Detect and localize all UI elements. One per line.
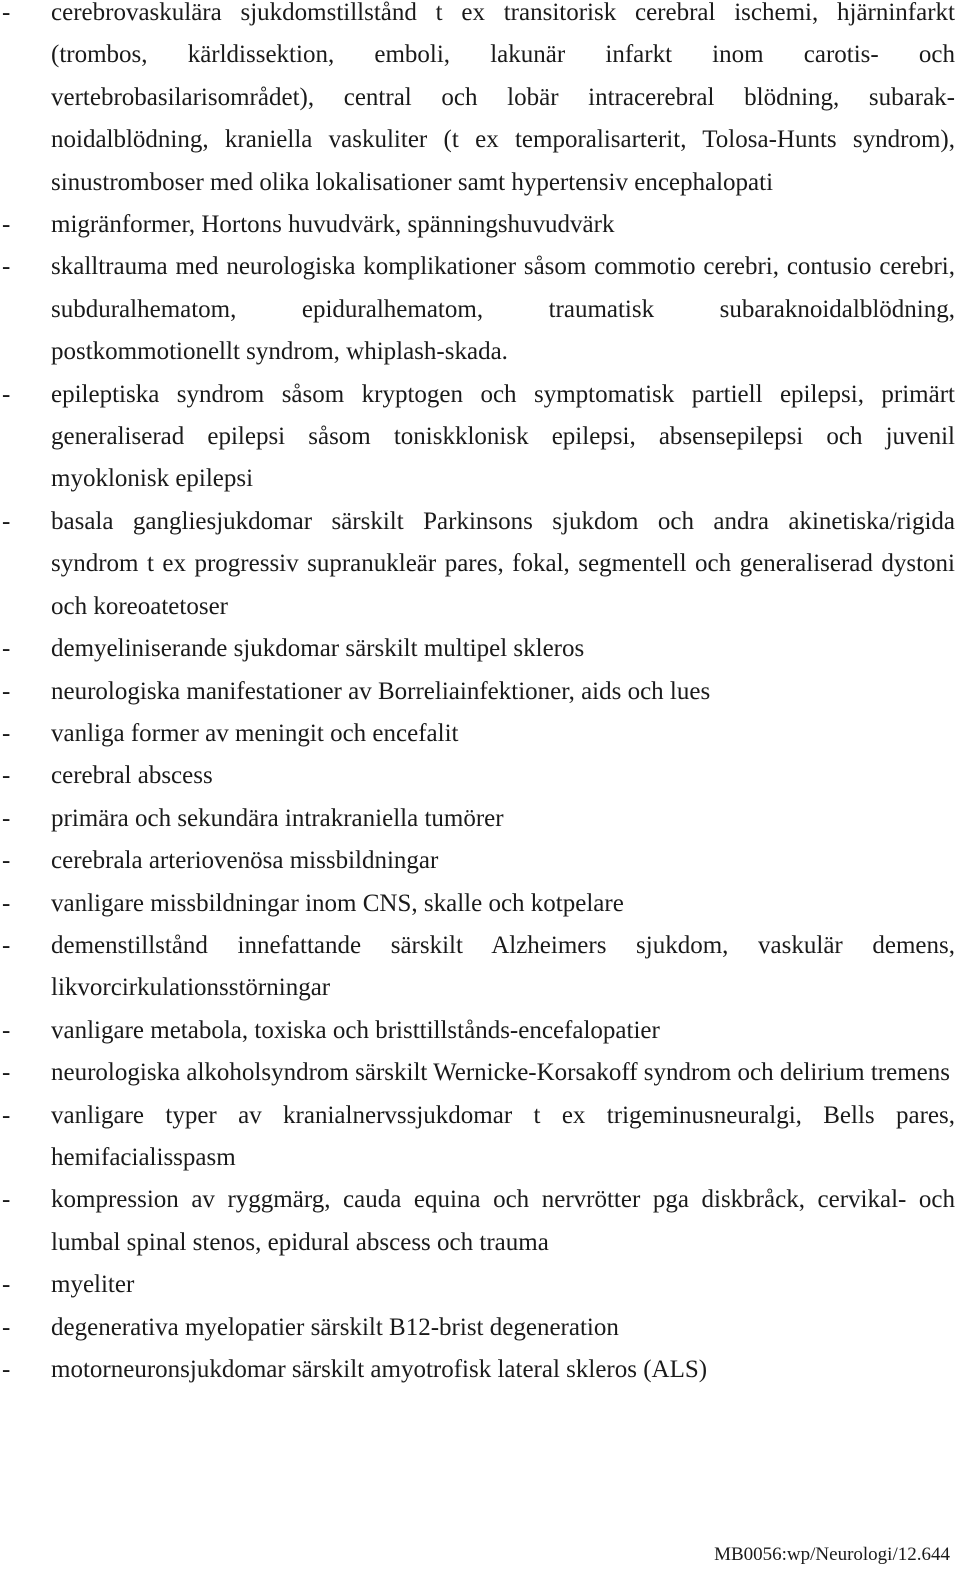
list-item-text: vanligare missbildningar inom CNS, skalle och kotpelare bbox=[51, 889, 624, 917]
list-dash: - bbox=[2, 677, 11, 705]
list-dash: - bbox=[2, 635, 11, 663]
list-dash: - bbox=[2, 1016, 11, 1044]
list-item-text: demenstillstånd innefattande särskilt Alzheimers sjukdom, vaskulär demens, likvorcirkulationsstörningar bbox=[51, 931, 955, 1002]
document-reference: MB0056:wp/Neurologi/12.644 bbox=[714, 1544, 950, 1565]
list-item-text: vanligare typer av kranialnervssjukdomar t ex trigeminusneuralgi, Bells pares, hemifacialisspasm bbox=[51, 1101, 955, 1171]
list-item-text: neurologiska manifestationer av Borreliainfektioner, aids och lues bbox=[51, 677, 711, 705]
list-item-text: neurologiska alkoholsyndrom särskilt Wernicke-Korsakoff syndrom och delirium tremens bbox=[51, 1059, 950, 1087]
list-item bbox=[0, 1349, 955, 1391]
list-item bbox=[0, 1010, 955, 1052]
list-item bbox=[0, 374, 955, 501]
list-dash: - bbox=[2, 1313, 11, 1341]
list-item-text: vanliga former av meningit och encefalit bbox=[51, 719, 459, 747]
list-item bbox=[0, 713, 955, 755]
list-dash: - bbox=[2, 0, 11, 26]
list-dash: - bbox=[2, 1356, 11, 1383]
list-item bbox=[0, 755, 955, 797]
list-dash: - bbox=[2, 1101, 11, 1129]
list-item-text: myeliter bbox=[51, 1271, 135, 1299]
list-item bbox=[0, 798, 955, 840]
list-item bbox=[0, 1179, 955, 1264]
list-dash: - bbox=[2, 1059, 11, 1087]
list-item bbox=[0, 1264, 955, 1306]
list-item bbox=[0, 1307, 955, 1349]
list-item-text: kompression av ryggmärg, cauda equina och nervrötter pga diskbråck, cervikal- och lumbal spinal stenos, epidural abscess och trauma bbox=[51, 1186, 955, 1256]
list-dash: - bbox=[2, 211, 11, 239]
list-dash: - bbox=[2, 719, 11, 747]
list-item-text: skalltrauma med neurologiska komplikationer såsom commotio cerebri, contusio cerebri, subduralhematom, epiduralhematom, traumatisk subaraknoidalblödning, postkommotionellt syndrom, whiplash-skada. bbox=[51, 253, 955, 366]
list-item-text: demyeliniserande sjukdomar särskilt multipel skleros bbox=[51, 635, 585, 663]
list-item bbox=[0, 883, 955, 925]
list-dash: - bbox=[2, 847, 11, 875]
list-item-text: epileptiska syndrom såsom kryptogen och symptomatisk partiell epilepsi, primärt generaliserad epilepsi såsom toniskklonisk epilepsi, absensepilepsi och juvenil myoklonisk epilepsi bbox=[51, 380, 955, 493]
list-item bbox=[0, 204, 955, 246]
list-item bbox=[0, 628, 955, 670]
list-item-text: cerebrala arteriovenösa missbildningar bbox=[51, 847, 439, 875]
list-item bbox=[0, 1052, 955, 1094]
list-item-text: cerebrovaskulära sjukdomstillstånd t ex transitorisk cerebral ischemi, hjärninfarkt (trombos, kärldissektion, emboli, lakunär infarkt inom carotis- och vertebrobasilarisområdet), central och lobär intracerebral blödning, subaraknoidalblödning, kraniella vaskuliter (t ex temporalisarterit, Tolosa-Hunts syndrom), sinustromboser med olika lokalisationer samt hypertensiv encephalopati bbox=[51, 0, 955, 196]
list-item bbox=[0, 1095, 955, 1180]
list-dash: - bbox=[2, 253, 11, 281]
list-item bbox=[0, 840, 955, 882]
list-item-text: vanligare metabola, toxiska och bristtillstånds-encefalopatier bbox=[51, 1016, 660, 1044]
list-item-text: primära och sekundära intrakraniella tumörer bbox=[51, 804, 504, 832]
list-item bbox=[0, 501, 955, 628]
list-item bbox=[0, 246, 955, 373]
list-dash: - bbox=[2, 1271, 11, 1299]
list-dash: - bbox=[2, 762, 11, 790]
list-item-text: migränformer, Hortons huvudvärk, spänningshuvudvärk bbox=[51, 211, 615, 239]
list-dash: - bbox=[2, 1186, 11, 1214]
list-item bbox=[0, 0, 955, 204]
list-item-text: cerebral abscess bbox=[51, 762, 213, 790]
list-dash: - bbox=[2, 380, 11, 408]
list-item-text: basala gangliesjukdomar särskilt Parkinsons sjukdom och andra akinetiska/rigida syndrom t ex progressiv supranukleär pares, fokal, segmentell och generaliserad dystoni och koreoatetoser bbox=[51, 507, 955, 620]
list-dash: - bbox=[2, 804, 11, 832]
list-item bbox=[0, 925, 955, 1010]
list-dash: - bbox=[2, 507, 11, 535]
list-dash: - bbox=[2, 889, 11, 917]
list-item-text: motorneuronsjukdomar särskilt amyotrofisk lateral skleros (ALS) bbox=[51, 1356, 708, 1383]
list-item-text: degenerativa myelopatier särskilt B12-brist degeneration bbox=[51, 1313, 619, 1341]
list-item bbox=[0, 671, 955, 713]
list-dash: - bbox=[2, 931, 11, 959]
